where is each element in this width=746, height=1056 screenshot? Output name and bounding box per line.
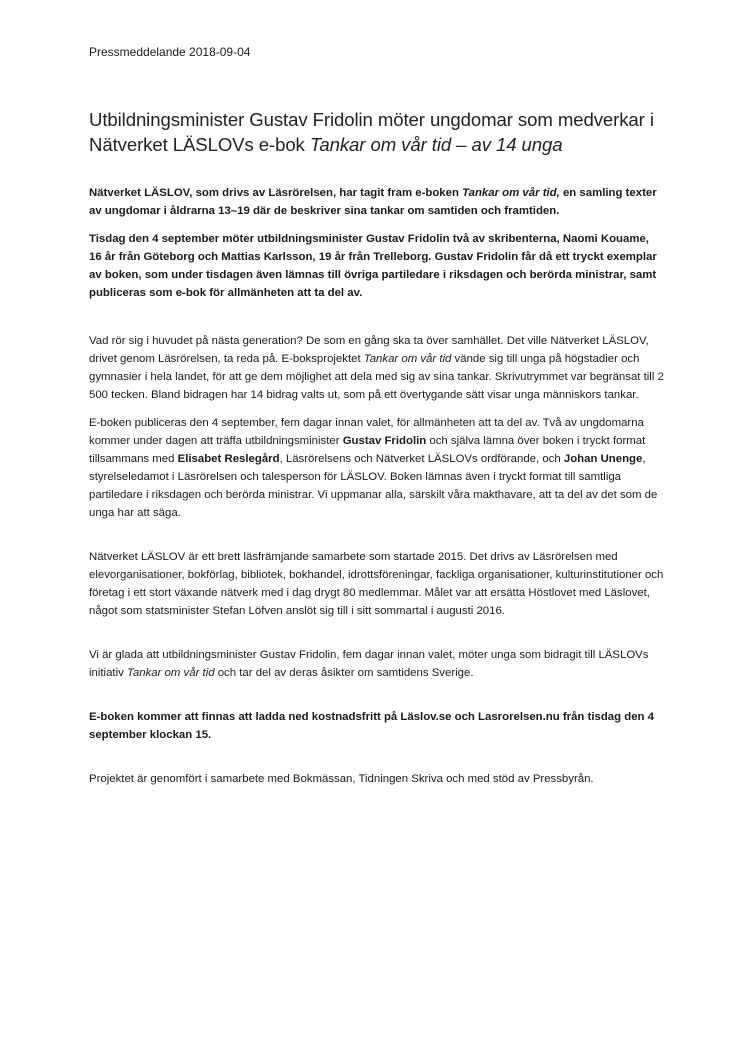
- page-title: [89, 107, 664, 157]
- lead-section: [89, 184, 664, 302]
- partners-paragraph: Projektet är genomfört i samarbete med Bokmässan, Tidningen Skriva och med stöd av Pressbyrån.: [89, 773, 594, 785]
- body-p4-book-name: Tankar om vår tid: [126, 667, 215, 679]
- download-notice: [89, 708, 664, 744]
- title-book-name: Tankar om vår tid – av 14 unga: [309, 134, 563, 155]
- body-p2-text-b: och själva lämna över boken i tryckt format tillsammans med: [89, 435, 646, 465]
- body-paragraph-1: [89, 332, 664, 404]
- body-paragraph-3: Nätverket LÄSLOV är ett brett läsfrämjande samarbete som startade 2015. Det drivs av Läsrörelsen med elevorganisationer, bokförlag, bibliotek, bokhandel, idrottsföreningar, fackliga organisationer, kulturinstitutioner och företag i ett stort växande nätverk med i dag drygt 80 medlemmar. Målet var att ersätta Höstlovet med Läslovet, något som statsminister Stefan Löfven anslöt sig till i sitt sommartal i augusti 2016.: [89, 551, 664, 617]
- body-p2-text-c: , Läsrörelsens och Nätverket LÄSLOVs ordförande, och: [279, 453, 564, 465]
- body-paragraph-2: [89, 414, 664, 522]
- body-p4-text-b: och tar del av deras åsikter om samtidens Sverige.: [214, 667, 474, 679]
- body-p1-text-a: Vad rör sig i huvudet på nästa generation? De som en gång ska ta över samhället. Det ville Nätverket LÄSLOV, drivet genom Läsrörelsen, ta reda på. E-boksprojektet: [89, 335, 649, 365]
- lead-p1-text-a: Nätverket LÄSLOV, som drivs av Läsrörelsen, har tagit fram e-boken: [89, 187, 463, 199]
- download-notice-text: E-boken kommer att finnas att ladda ned kostnadsfritt på Läslov.se och Lasrorelsen.nu från tisdag den 4 september klockan 15.: [89, 711, 655, 741]
- person-name-fridolin: Gustav Fridolin: [342, 435, 427, 447]
- title-text: Utbildningsminister Gustav Fridolin möter ungdomar som medverkar i Nätverket LÄSLOVs e-bok: [89, 109, 654, 155]
- lead-paragraph-2: Tisdag den 4 september möter utbildningsminister Gustav Fridolin två av skribenterna, Naomi Kouame, 16 år från Göteborg och Mattias Karlsson, 19 år från Trelleborg. Gustav Fridolin får då ett tryckt exemplar av boken, som under tisdagen även lämnas till övriga partiledare i riksdagen och berörda ministrar, samt publiceras som e-bok för allmänheten att ta del av.: [89, 233, 657, 299]
- person-name-reslegard: Elisabet Reslegård: [177, 453, 280, 465]
- lead-p1-book-name: Tankar om vår tid,: [462, 187, 560, 199]
- body-p2-text-a: E-boken publiceras den 4 september, fem dagar innan valet, för allmänheten att ta del av. Två av ungdomarna kommer under dagen att träffa utbildningsminister: [89, 417, 644, 447]
- body-p1-text-b: vände sig till unga på högstadier och gymnasier i hela landet, för att ge dem möjlighet att dela med sig av sina tankar. Skrivutrymmet var begränsat till 2 500 tecken. Bland bidragen har 14 bidrag valts ut, som på ett övertygande sätt visar unga människors tankar.: [89, 353, 664, 401]
- body-p2-text-d: , styrelseledamot i Läsrörelsen och talesperson för LÄSLOV. Boken lämnas även i tryckt format till samtliga partiledare i riksdagen och berörda ministrar. Vi uppmanar alla, särskilt våra makthavare, att ta del av det som de unga har att säga.: [89, 453, 658, 519]
- lead-paragraph-1: [89, 184, 664, 220]
- body-p4-text-a: Vi är glada att utbildningsminister Gustav Fridolin, fem dagar innan valet, möter unga som bidragit till LÄSLOVs initiativ: [89, 649, 649, 679]
- body-p1-book-name: Tankar om vår tid: [363, 353, 452, 365]
- body-paragraph-4: [89, 646, 664, 682]
- person-name-unenge: Johan Unenge: [563, 453, 643, 465]
- lead-p1-text-b: en samling texter av ungdomar i åldrarna 13–19 där de beskriver sina tankar om samtiden och framtiden.: [89, 187, 657, 217]
- dateline: Pressmeddelande 2018-09-04: [89, 45, 251, 59]
